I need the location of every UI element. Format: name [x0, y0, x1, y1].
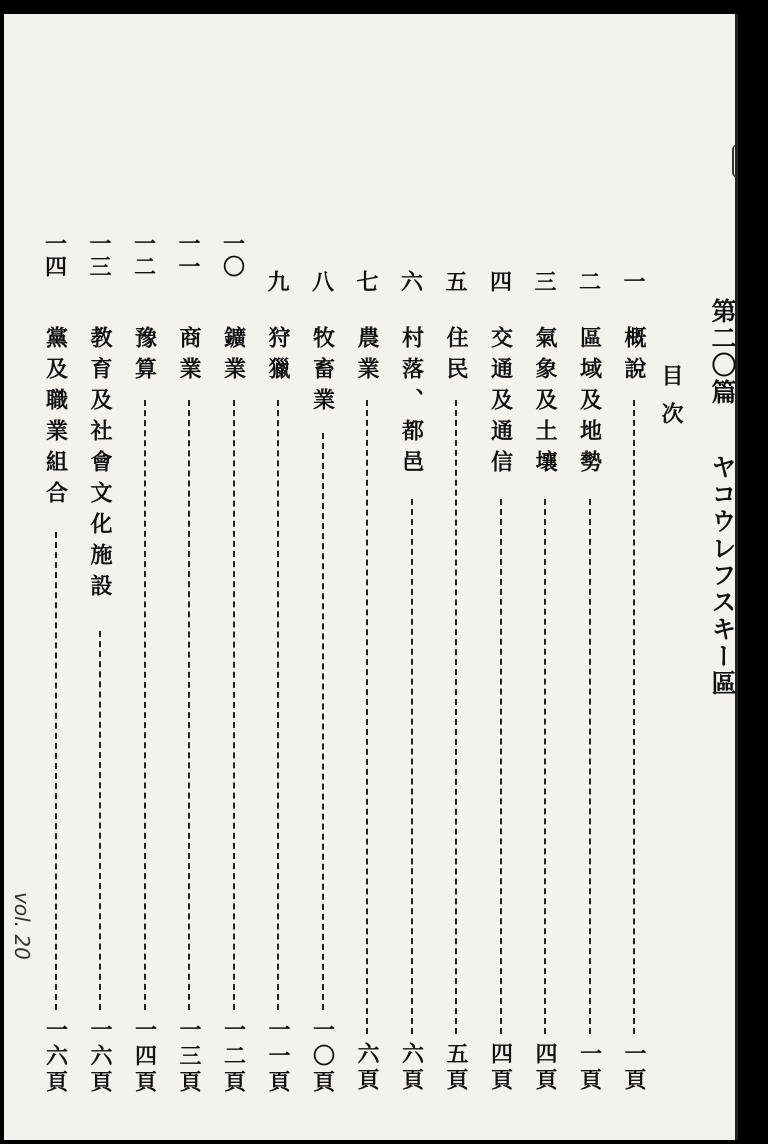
- leader-dots: [99, 631, 101, 1010]
- toc-entry-title: 黨及職業組合: [42, 326, 69, 512]
- page-edge-mark: [732, 144, 740, 178]
- toc-entry-number: 九: [264, 270, 290, 293]
- toc-entry-number: 三: [531, 270, 557, 293]
- toc-entry-page: 一頁: [576, 1042, 603, 1094]
- toc-heading: 目次: [658, 364, 684, 440]
- leader-dots: [233, 400, 235, 1010]
- toc-entry-number: 一二: [130, 232, 157, 278]
- leader-dots: [277, 400, 279, 1010]
- toc-entry-number: 六: [397, 270, 424, 293]
- toc-entry-page: 六頁: [398, 1042, 425, 1094]
- toc-entry-title: 牧畜業: [309, 326, 336, 419]
- volume-note: vol. 20: [10, 892, 34, 960]
- document-page: [4, 14, 738, 1140]
- toc-entry-number: 二: [575, 270, 602, 293]
- toc-entry-page: 四頁: [487, 1042, 514, 1094]
- toc-entry-page: 一一頁: [265, 1018, 291, 1096]
- toc-entry-page: 一四頁: [131, 1018, 158, 1096]
- toc-entry-number: 五: [442, 270, 468, 293]
- toc-entry-title: 商業: [176, 326, 202, 388]
- toc-entry-title: 概說: [621, 326, 647, 388]
- toc-entry-number: 一一: [175, 232, 201, 278]
- toc-entry-title: 住民: [443, 326, 469, 388]
- leader-dots: [188, 400, 190, 1010]
- leader-dots: [322, 433, 324, 1010]
- leader-dots: [500, 499, 502, 1034]
- leader-dots: [366, 400, 368, 1034]
- toc-entry-number: 一〇: [219, 232, 246, 278]
- toc-entry-title: 農業: [354, 326, 380, 388]
- toc-entry-page: 一六頁: [87, 1018, 113, 1096]
- toc-entry-title: 豫算: [131, 326, 158, 388]
- leader-dots: [455, 400, 457, 1034]
- toc-entry-number: 一: [620, 270, 646, 293]
- toc-entry-page: 一三頁: [176, 1018, 202, 1096]
- toc-entry-number: 一三: [86, 232, 112, 278]
- leader-dots: [544, 499, 546, 1034]
- toc-entry-title: 教育及社會文化施設: [87, 326, 113, 605]
- toc-entry-number: 八: [308, 270, 335, 293]
- chapter-number: 第二〇篇: [708, 298, 737, 406]
- toc-entry-number: 四: [486, 270, 513, 293]
- toc-entry-title: 鑛業: [220, 326, 247, 388]
- leader-dots: [589, 499, 591, 1034]
- toc-entry-page: 一二頁: [220, 1018, 247, 1096]
- toc-entry-number: 七: [353, 270, 379, 293]
- leader-dots: [55, 532, 57, 1010]
- leader-dots: [144, 400, 146, 1010]
- toc-entry-page: 一〇頁: [309, 1018, 336, 1096]
- toc-entry-title: 村落、都邑: [398, 326, 425, 481]
- toc-entry-page: 五頁: [443, 1042, 469, 1094]
- toc-entry-page: 一六頁: [42, 1018, 69, 1096]
- toc-entry-number: 一四: [41, 232, 68, 278]
- chapter-name: ヤコウレフスキー區: [708, 454, 737, 697]
- toc-entry-page: 四頁: [532, 1042, 558, 1094]
- toc-entry-page: 六頁: [354, 1042, 380, 1094]
- toc-entry-title: 氣象及土壤: [532, 326, 558, 481]
- toc-entry-title: 狩獵: [265, 326, 291, 388]
- leader-dots: [411, 499, 413, 1034]
- toc-entry-page: 一頁: [621, 1042, 647, 1094]
- leader-dots: [633, 400, 635, 1034]
- toc-entry-title: 交通及通信: [487, 326, 514, 481]
- toc-entry-title: 區域及地勢: [576, 326, 603, 481]
